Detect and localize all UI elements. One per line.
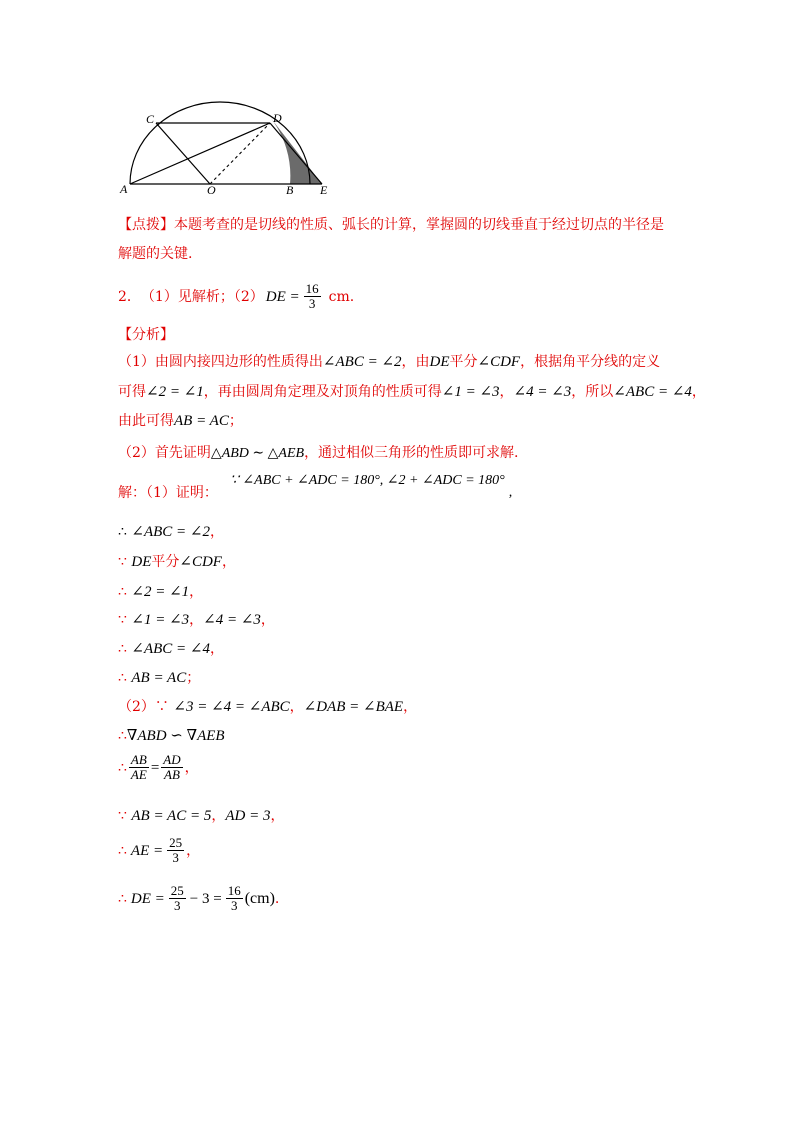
ratio-n2: AD <box>163 752 181 767</box>
ratio-eq: = <box>150 759 160 776</box>
geometry-figure <box>110 95 350 200</box>
a2-text-c: ， <box>499 384 514 400</box>
step-7-mid: ， <box>289 699 304 715</box>
q2-part: （1）见解析；（2） <box>140 288 264 305</box>
a1-text-c: 平分 <box>449 354 478 370</box>
ratio-sym: ∴ <box>118 759 127 776</box>
step-4 <box>118 610 275 630</box>
step-2-math: DE <box>131 554 152 570</box>
step-given <box>118 806 284 826</box>
de-tail: . <box>274 890 280 907</box>
step-5 <box>118 639 224 659</box>
solution-label <box>118 483 218 503</box>
label-a: A <box>120 182 128 196</box>
line-od-dashed <box>210 123 270 184</box>
a4-text-b: ，通过相似三角形的性质即可求解. <box>304 445 519 461</box>
step-2-sym: ∵ <box>118 554 127 570</box>
a2-text-a: 可得 <box>118 384 146 400</box>
line-co <box>156 123 210 184</box>
solution-header-expr: ∵ ∠ABC + ∠ADC = 180°, ∠2 + ∠ADC = 180° <box>230 473 505 488</box>
analysis-tag: 【分析】 <box>118 327 174 343</box>
step-2-math-2: ∠CDF <box>179 554 222 570</box>
step-4-math: ∠1 = ∠3 <box>131 612 190 628</box>
a2-text-e: ， <box>691 384 706 400</box>
label-b: B <box>286 183 294 197</box>
de-n1: 25 <box>170 883 184 898</box>
step-7-math: ∠3 = ∠4 = ∠ABC <box>173 699 290 715</box>
a4-text-a: （2）首先证明 <box>118 445 211 461</box>
step-2-mid: 平分 <box>151 554 180 570</box>
ae-lhs: AE = <box>130 842 164 859</box>
tip-text-2: 解题的关键. <box>118 246 193 262</box>
a1-text-b: ，由 <box>401 354 430 370</box>
q2-number: 2． <box>118 288 141 305</box>
de-frac-2 <box>226 884 243 913</box>
ratio-d1: AE <box>130 767 147 782</box>
ratio-n1: AB <box>130 752 147 767</box>
tip-line-1 <box>118 215 664 235</box>
label-o: O <box>207 183 216 197</box>
step-2-tail: ， <box>221 554 236 570</box>
de-n2: 16 <box>227 883 241 898</box>
step-7-sym: ∵ <box>154 699 169 715</box>
step-4-math-2: ∠4 = ∠3 <box>203 612 261 628</box>
ae-sym: ∴ <box>118 842 127 859</box>
given-math-2: AD = 3 <box>225 808 271 824</box>
q2-frac-den: 3 <box>308 296 316 311</box>
step-8-math: ∇ABD ∽ ∇AEB <box>126 728 225 744</box>
solution-header-math <box>230 472 513 500</box>
step-8-sym: ∴ <box>118 728 127 744</box>
step-4-mid: ， <box>189 612 204 628</box>
step-4-tail: ， <box>260 612 275 628</box>
given-tail: ， <box>270 808 285 824</box>
ratio-d2: AB <box>164 767 180 782</box>
a2-math-2: ∠1 = ∠3 <box>441 384 500 400</box>
de-unit: (cm) <box>244 889 275 907</box>
step-de <box>118 884 279 913</box>
step-ae <box>118 836 200 865</box>
label-d: D <box>273 111 282 125</box>
step-6-math: AB = AC <box>131 670 187 686</box>
step-1-sym: ∴ <box>118 524 127 540</box>
a2-math-3: ∠4 = ∠3 <box>513 384 572 400</box>
a3-text-a: 由此可得 <box>118 413 174 429</box>
step-7 <box>118 697 417 717</box>
ratio-frac-2 <box>161 753 182 782</box>
step-7-pre: （2） <box>118 699 155 715</box>
step-7-math-2: ∠DAB = ∠BAE <box>303 699 404 715</box>
step-8 <box>118 726 225 746</box>
a1-math-1: ∠ABC = ∠2 <box>322 354 402 370</box>
given-math: AB = AC = 5 <box>131 808 212 824</box>
step-ratio <box>118 753 199 782</box>
analysis-line-2 <box>118 382 706 402</box>
de-sym: ∴ <box>118 890 127 907</box>
q2-fraction <box>304 282 321 311</box>
ae-num: 25 <box>169 835 183 850</box>
step-3 <box>118 582 203 602</box>
a3-math-1: AB = AC <box>174 413 229 429</box>
step-6-tail: ； <box>186 670 201 686</box>
de-mid: − 3 = <box>189 890 222 907</box>
a2-math-4: ∠ABC = ∠4 <box>613 384 692 400</box>
step-6 <box>118 668 200 688</box>
step-7-tail: ， <box>403 699 418 715</box>
label-c: C <box>146 112 155 126</box>
de-lhs: DE = <box>130 890 165 907</box>
a4-math-1: △ABD ∼ △AEB <box>210 446 305 461</box>
q2-unit: cm. <box>328 288 355 305</box>
solution-header-comma: , <box>508 485 513 500</box>
a1-math-2: DE <box>429 354 450 370</box>
a1-text-d: ，根据角平分线的定义 <box>520 354 661 370</box>
step-4-sym: ∵ <box>118 612 127 628</box>
ae-tail: ， <box>186 842 201 859</box>
ratio-frac-1 <box>129 753 149 782</box>
de-frac-1 <box>169 884 186 913</box>
given-mid: ， <box>211 808 226 824</box>
ae-frac <box>167 836 184 865</box>
step-5-sym: ∴ <box>118 641 127 657</box>
analysis-line-1 <box>118 352 660 372</box>
a3-text-b: ； <box>228 413 243 429</box>
step-3-math: ∠2 = ∠1 <box>131 584 190 600</box>
ratio-tail: ， <box>184 759 199 776</box>
tip-text-1: 本题考查的是切线的性质、弧长的计算，掌握圆的切线垂直于经过切点的半径是 <box>174 217 664 233</box>
q2-answer-line <box>118 282 354 311</box>
a1-math-3: ∠CDF <box>477 354 521 370</box>
given-sym: ∵ <box>118 808 127 824</box>
step-3-tail: ， <box>189 584 204 600</box>
de-d2: 3 <box>230 898 238 913</box>
solution-label-text: 解：（1）证明： <box>118 485 218 501</box>
step-5-math: ∠ABC = ∠4 <box>131 641 210 657</box>
a2-text-d: ，所以 <box>571 384 614 400</box>
label-e: E <box>320 183 328 197</box>
step-6-sym: ∴ <box>118 670 127 686</box>
step-1-math: ∠ABC = ∠2 <box>131 524 210 540</box>
step-1 <box>118 522 224 542</box>
analysis-line-3 <box>118 411 243 431</box>
ae-den: 3 <box>172 850 179 865</box>
step-1-tail: ， <box>209 524 224 540</box>
analysis-line-4 <box>118 443 519 464</box>
a1-text-a: （1）由圆内接四边形的性质得出 <box>118 354 323 370</box>
step-5-tail: ， <box>209 641 224 657</box>
a2-math-1: ∠2 = ∠1 <box>146 384 204 400</box>
a2-text-b: ，再由圆周角定理及对顶角的性质可得 <box>203 384 442 400</box>
de-d1: 3 <box>174 898 181 913</box>
q2-de-lhs: DE = <box>265 288 300 305</box>
tip-tag: 【点拨】 <box>118 217 174 233</box>
step-3-sym: ∴ <box>118 584 127 600</box>
step-2 <box>118 552 236 572</box>
q2-frac-num: 16 <box>305 281 319 296</box>
